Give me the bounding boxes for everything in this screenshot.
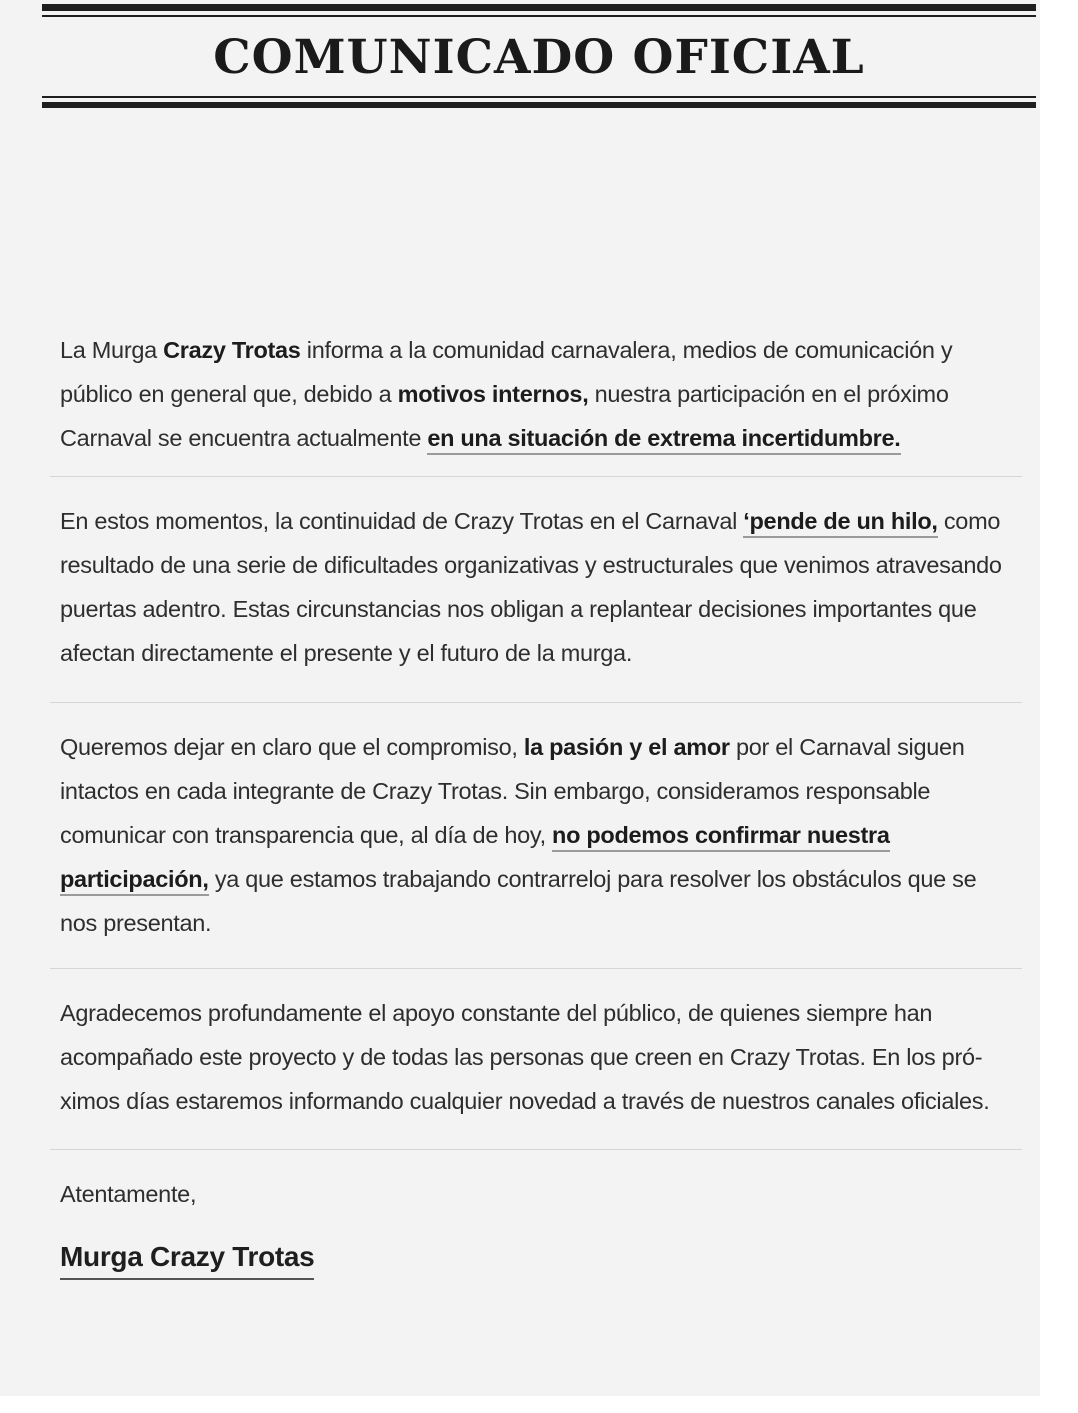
paragraph-3-bold-1: la pasión y el amor: [523, 734, 730, 760]
divider: [50, 968, 1022, 969]
paragraph-1-text-1: La Murga: [60, 337, 164, 363]
paragraph-3-text-2: por el Carnaval siguen intactos en cada integrante de Crazy Trotas. Sin embargo, consideramos responsable comunicar con transparencia que, al día de hoy,: [60, 734, 965, 848]
paragraph-3-highlight: no podemos confirmar nuestra participación,: [60, 822, 890, 896]
paragraph-4-text-1: Agradecemos profundamente el apoyo constante del público, de quienes siempre han acompañado este proyecto y de todas las personas que creen en Crazy Trotas. En los pró- ximos días estaremos informando cualquier novedad a través de nuestros canales oficiales.: [60, 1000, 990, 1114]
paragraph-1-highlight: en una situación de extrema incertidumbre.: [427, 425, 900, 455]
divider: [50, 1149, 1022, 1150]
paragraph-1-text-3: nuestra participación en el próximo Carnaval se encuentra actualmente: [60, 381, 949, 451]
paragraph-2-text-2: como resultado de una serie de dificultades organizativas y estructurales que venimos atravesando puertas adentro. Estas circunstancias nos obligan a replantear decisiones importantes que afectan directamente el presente y el futuro de la murga.: [60, 508, 1002, 666]
divider: [50, 702, 1022, 703]
paragraph-2-text-1: En estos momentos, la continuidad de Crazy Trotas en el Carnaval: [60, 508, 744, 534]
paragraph-3-text-1: Queremos dejar en claro que el compromiso,: [60, 734, 524, 760]
paragraph-1-bold-1: Crazy Trotas: [163, 337, 301, 363]
header-rule-top-thick: [42, 4, 1036, 11]
paragraph-4: [60, 991, 1010, 1123]
header-rule-top-thin: [42, 15, 1036, 17]
paragraph-1: [60, 328, 1010, 460]
paragraph-3-text-3: ya que estamos trabajando contrarreloj para resolver los obstáculos que se nos presentan.: [60, 866, 977, 936]
paragraph-2-highlight: ‘pende de un hilo,: [743, 508, 937, 538]
divider: [50, 476, 1022, 477]
closing-text: Atentamente,: [60, 1181, 197, 1207]
paragraph-2: [60, 499, 1010, 675]
paragraph-1-bold-2: motivos internos,: [397, 381, 589, 407]
document-title: COMUNICADO OFICIAL: [213, 30, 865, 85]
paragraph-3: [60, 725, 1010, 945]
paragraph-1-text-2: informa a la comunidad carnavalera, medios de comunicación y público en general que, debido a: [60, 337, 953, 407]
header-rule-bottom-thick: [42, 102, 1036, 108]
signature: Murga Crazy Trotas: [60, 1236, 314, 1280]
header-rule-bottom-thin: [42, 96, 1036, 98]
